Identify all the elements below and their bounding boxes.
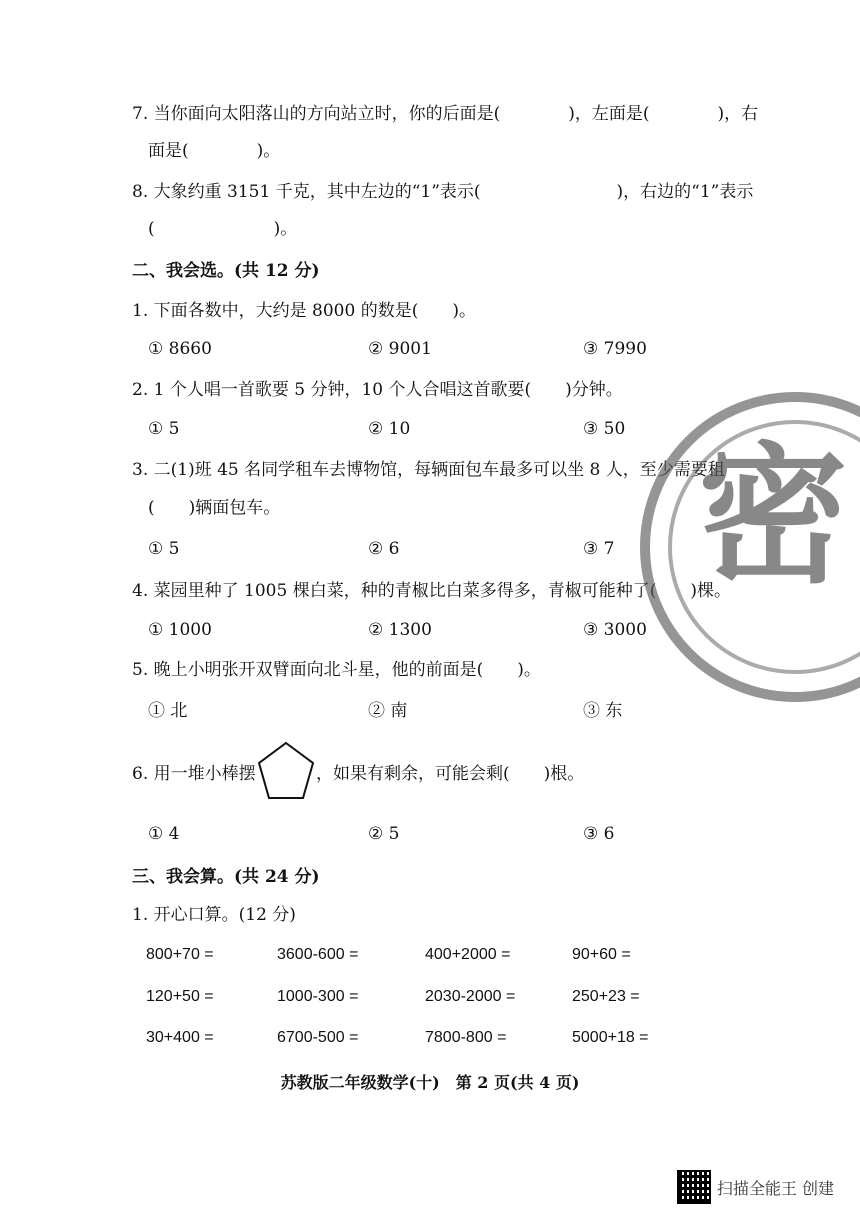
stamp-char: 密 — [698, 430, 849, 604]
s2-q4-option-2: ② 1300 — [368, 620, 432, 640]
s2-q5-option-1: ① 北 — [148, 701, 188, 721]
s2-q4: 4. 菜园里种了 1005 棵白菜，种的青椒比白菜多得多，青椒可能种了( )棵。 — [132, 581, 731, 601]
s2-q3-line2: ( )辆面包车。 — [148, 498, 281, 518]
q7-line2: 面是( )。 — [148, 141, 281, 161]
s2-q2-option-1: ① 5 — [148, 419, 180, 439]
s2-q1-option-2: ② 9001 — [368, 339, 432, 359]
s2-q6-text-a: 6. 用一堆小棒摆 — [132, 764, 256, 784]
pentagon-icon — [256, 740, 316, 802]
s2-q6-option-2: ② 5 — [368, 824, 400, 844]
section2-title: 二、我会选。(共 12 分) — [132, 261, 320, 281]
scanner-watermark — [677, 1170, 834, 1204]
calc-r3-c3: 7800-800 = — [425, 1029, 507, 1046]
calc-r2-c2: 1000-300 = — [277, 988, 359, 1005]
s2-q1-option-1: ① 8660 — [148, 339, 212, 359]
s2-q3-option-1: ① 5 — [148, 539, 180, 559]
section3-title: 三、我会算。(共 24 分) — [132, 867, 320, 887]
calc-r2-c1: 120+50 = — [146, 988, 214, 1005]
calc-r3-c2: 6700-500 = — [277, 1029, 359, 1046]
page-footer: 苏教版二年级数学(十) 第 2 页(共 4 页) — [280, 1073, 580, 1092]
s2-q3-option-2: ② 6 — [368, 539, 400, 559]
calc-r2-c3: 2030-2000 = — [425, 988, 516, 1005]
calc-r1-c2: 3600-600 = — [277, 946, 359, 963]
confidential-stamp — [640, 392, 860, 702]
calc-r3-c4: 5000+18 = — [572, 1029, 649, 1046]
s2-q2-option-3: ③ 50 — [583, 419, 626, 439]
s2-q4-option-1: ① 1000 — [148, 620, 212, 640]
s2-q3-option-3: ③ 7 — [583, 539, 615, 559]
s2-q6-text-b: ，如果有剩余，可能会剩( )根。 — [316, 764, 585, 784]
calc-r1-c1: 800+70 = — [146, 946, 214, 963]
s2-q4-option-3: ③ 3000 — [583, 620, 647, 640]
calc-r3-c1: 30+400 = — [146, 1029, 214, 1046]
s2-q1-option-3: ③ 7990 — [583, 339, 647, 359]
calc-r1-c4: 90+60 = — [572, 946, 631, 963]
s2-q5-option-2: ② 南 — [368, 701, 408, 721]
q8-line2: ( )。 — [148, 219, 298, 239]
section3-sub1: 1. 开心口算。(12 分) — [132, 905, 296, 925]
qr-code-icon — [677, 1170, 711, 1204]
s2-q2-option-2: ② 10 — [368, 419, 411, 439]
s2-q5: 5. 晚上小明张开双臂面向北斗星，他的前面是( )。 — [132, 660, 541, 680]
s2-q1: 1. 下面各数中，大约是 8000 的数是( )。 — [132, 301, 476, 321]
q8-line1: 8. 大象约重 3151 千克，其中左边的“1”表示( )，右边的“1”表示 — [132, 182, 754, 202]
s2-q2: 2. 1 个人唱一首歌要 5 分钟，10 个人合唱这首歌要( )分钟。 — [132, 380, 623, 400]
calc-r2-c4: 250+23 = — [572, 988, 640, 1005]
s2-q6-option-3: ③ 6 — [583, 824, 615, 844]
calc-r1-c3: 400+2000 = — [425, 946, 511, 963]
q7-line1: 7. 当你面向太阳落山的方向站立时，你的后面是( )，左面是( )，右 — [132, 104, 759, 124]
watermark-text: 扫描全能王 创建 — [716, 1178, 834, 1198]
s2-q3-line1: 3. 二(1)班 45 名同学租车去博物馆，每辆面包车最多可以坐 8 人，至少需要租 — [132, 460, 725, 480]
s2-q6-option-1: ① 4 — [148, 824, 180, 844]
s2-q5-option-3: ③ 东 — [583, 701, 623, 721]
